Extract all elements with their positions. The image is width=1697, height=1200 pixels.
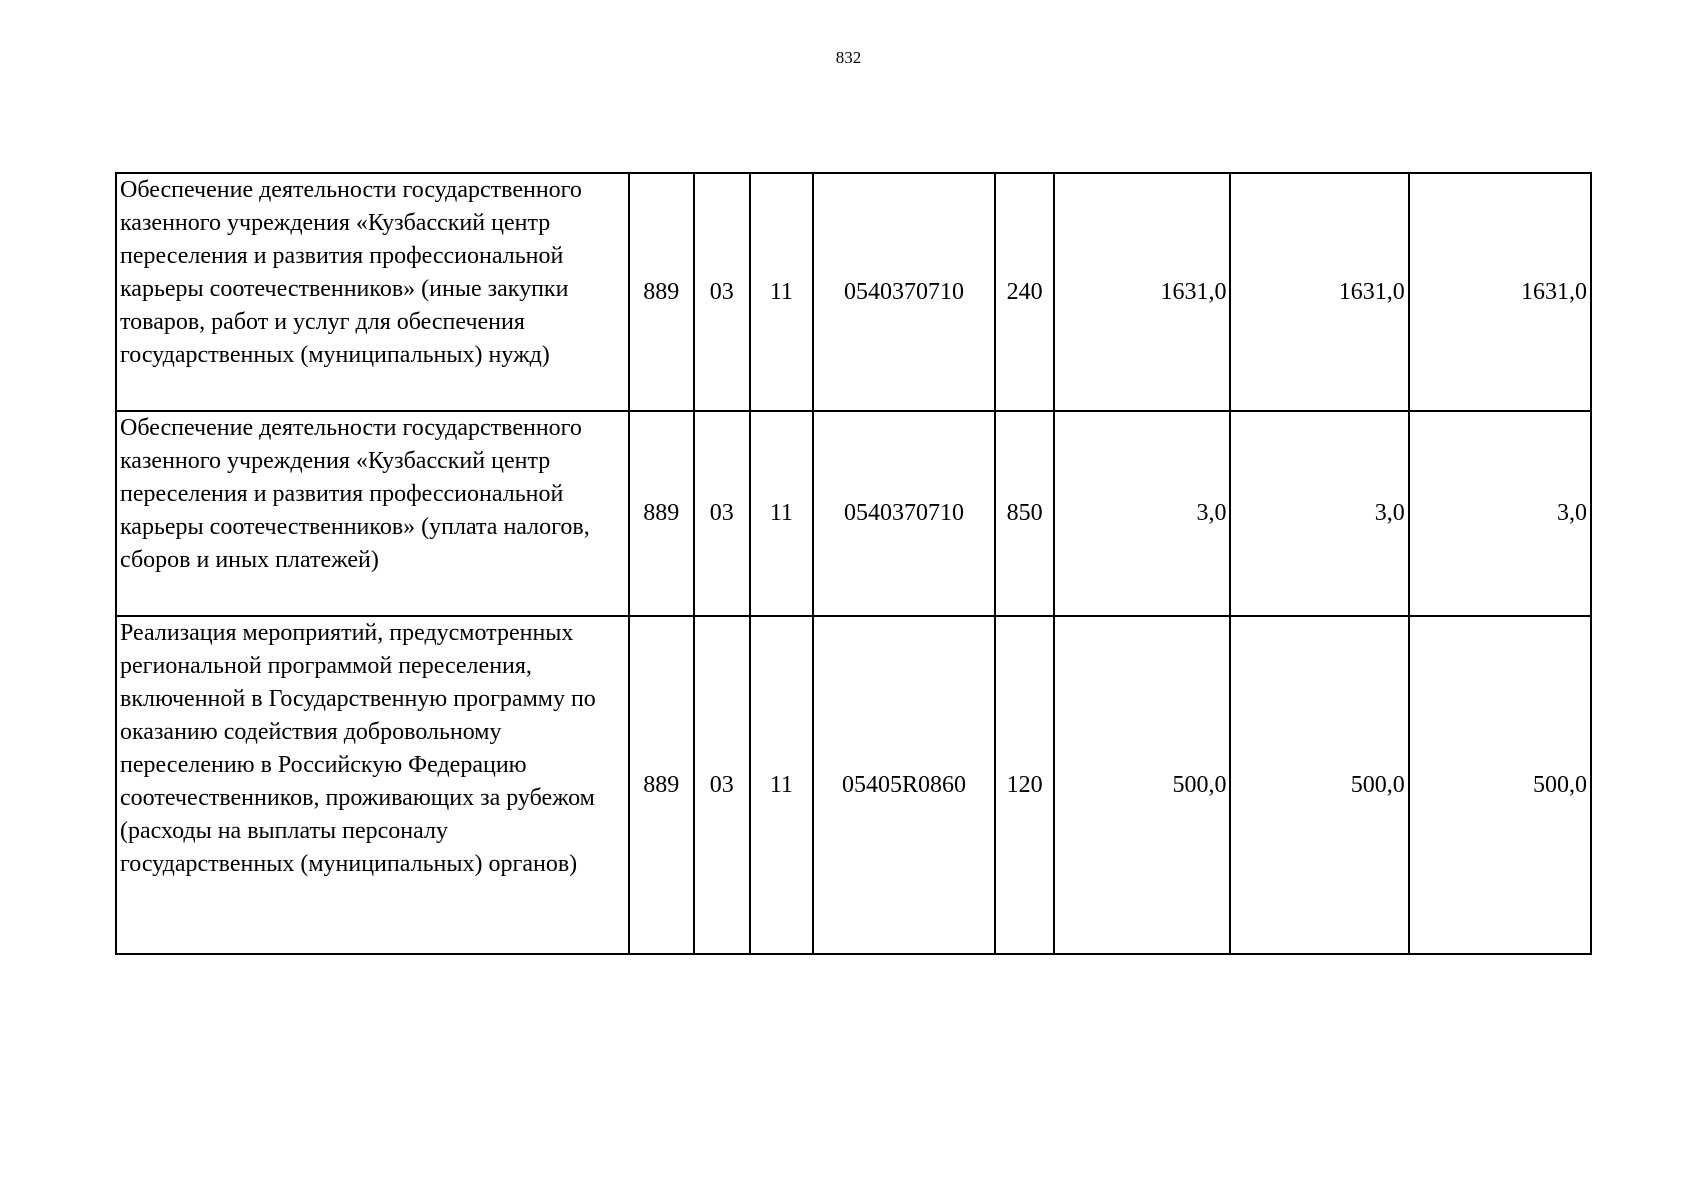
- amount-cell: 500,0: [1054, 616, 1230, 954]
- ministry-code: 889: [629, 411, 694, 616]
- section-code: 03: [694, 173, 750, 411]
- target-article-code: 0540370710: [813, 173, 995, 411]
- section-code: 03: [694, 616, 750, 954]
- subsection-code: 11: [750, 411, 813, 616]
- expense-type-code: 120: [995, 616, 1054, 954]
- amount-cell: 1631,0: [1230, 173, 1408, 411]
- table-row: [116, 411, 1591, 616]
- amount-cell: 1631,0: [1054, 173, 1230, 411]
- row-description: Реализация мероприятий, предусмотренных региональной программой переселения, включенной в Государственную программу по оказанию содействия добровольному переселению в Российскую Федерацию соотечественников, проживающих за рубежом (расходы на выплаты персоналу государственных (муниципальных) органов): [116, 616, 629, 954]
- table-row: [116, 616, 1591, 954]
- target-article-code: 0540370710: [813, 411, 995, 616]
- ministry-code: 889: [629, 173, 694, 411]
- section-code: 03: [694, 411, 750, 616]
- table-row: [116, 173, 1591, 411]
- row-description: Обеспечение деятельности государственного казенного учреждения «Кузбасский центр переселения и развития профессиональной карьеры соотечественников» (иные закупки товаров, работ и услуг для обеспечения государственных (муниципальных) нужд): [116, 173, 629, 411]
- amount-cell: 1631,0: [1409, 173, 1591, 411]
- amount-cell: 3,0: [1054, 411, 1230, 616]
- ministry-code: 889: [629, 616, 694, 954]
- page-number: 832: [835, 48, 862, 67]
- amount-cell: 500,0: [1230, 616, 1408, 954]
- amount-cell: 3,0: [1409, 411, 1591, 616]
- expense-type-code: 850: [995, 411, 1054, 616]
- row-description: Обеспечение деятельности государственного казенного учреждения «Кузбасский центр переселения и развития профессиональной карьеры соотечественников» (уплата налогов, сборов и иных платежей): [116, 411, 629, 616]
- budget-table: [115, 172, 1592, 955]
- subsection-code: 11: [750, 616, 813, 954]
- amount-cell: 3,0: [1230, 411, 1408, 616]
- expense-type-code: 240: [995, 173, 1054, 411]
- amount-cell: 500,0: [1409, 616, 1591, 954]
- subsection-code: 11: [750, 173, 813, 411]
- target-article-code: 05405R0860: [813, 616, 995, 954]
